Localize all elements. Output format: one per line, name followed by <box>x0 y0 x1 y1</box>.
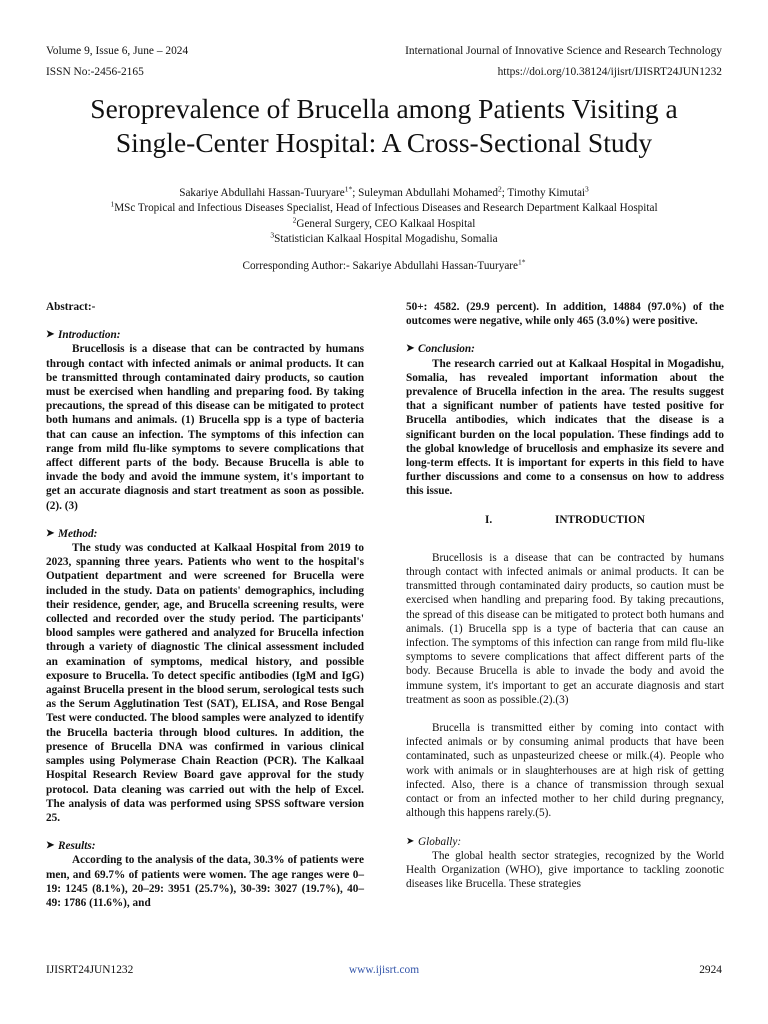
footer-website-link[interactable]: www.ijisrt.com <box>348 964 420 976</box>
author-3-sup: 3 <box>585 184 589 194</box>
abstract-results-continued: 50+: 4582. (29.9 percent). In addition, 14884 (97.0%) of the outcomes were negative, while only 465 (3.0%) were positive. <box>406 301 724 328</box>
abstract-results-heading: ➤ Results: <box>46 840 96 853</box>
author-3: ; Timothy Kimutai <box>501 187 586 199</box>
abstract-results-text: According to the analysis of the data, 30.3% of patients were men, and 69.7% of patients were women. The age ranges were 0–19: 1245 (8.1%), 20–29: 3951 (25.7%), 30-39: 3027 (19.7%), 40–49: 1786 (11.6%), and <box>46 854 364 909</box>
title-line-1: Seroprevalence of Brucella among Patients Visiting a <box>90 93 678 124</box>
corresponding-author: Corresponding Author:- Sakariye Abdullahi Hassan-Tuuryare$^{1*}$ <box>242 257 526 272</box>
issn: ISSN No:-2456-2165 <box>46 66 144 78</box>
arrow-bullet-icon: ➤ <box>46 329 55 341</box>
author-1: Sakariye Abdullahi Hassan-Tuuryare <box>179 187 345 199</box>
abstract-method-text: The study was conducted at Kalkaal Hospital from 2019 to 2023, spanning three years. Patients who went to the hospital's Outpatient department and were screened for Brucella were included in the study. Data on patients' demographics, including their residence, gender, age, and Brucella screening results, were collected and recorded over the study period. The participants' blood samples were gathered and analyzed for Brucella infection through a variety of diagnostic The clinical assessment included an examination of symptoms, medical history, and possible exposure to Brucella. To detect specific antibodies (IgM and IgG) against Brucella present in the blood serum, serological tests such as the Serum Agglutination Test (SAT), ELISA, and Rose Bengal Test were conducted. The blood samples were analyzed to identify the Brucella bacteria through blood cultures. In addition, the presence of Brucella DNA was confirmed in various clinical samples using Polymerase Chain Reaction (PCR). The Kalkaal Hospital Research Review Board gave approval for the study protocol. Data cleaning was carried out with the help of Excel. The analysis of data was performed using SPSS software version 25. <box>46 542 364 824</box>
volume-info: Volume 9, Issue 6, June – 2024 <box>46 45 189 57</box>
arrow-bullet-icon: ➤ <box>46 527 55 539</box>
author-1-sup: 1* <box>344 184 353 194</box>
arrow-bullet-icon: ➤ <box>46 840 55 852</box>
journal-name: International Journal of Innovative Science and Research Technology <box>405 45 722 57</box>
paper-title <box>30 92 738 160</box>
arrow-bullet-icon: ➤ <box>406 835 415 847</box>
abstract-conclusion-heading: ➤ Conclusion: <box>406 343 475 356</box>
footer-page-number: 2924 <box>699 964 722 976</box>
arrow-bullet-icon: ➤ <box>406 343 415 355</box>
abstract-conclusion-text: The research carried out at Kalkaal Hospital in Mogadishu, Somalia, has revealed important information about the prevalence of Brucella infection in the area. The results suggest that a significant number of patients have tested positive for Brucella antibodies, which indicates that the disease is a significant burden on the local population. These findings add to the global knowledge of brucellosis and emphasize its severe and long-term effects. It is important for experts in this field to have further discussions and come to a consensus on how to address this issue. <box>406 357 724 498</box>
doi-link[interactable]: https://doi.org/10.38124/ijisrt/IJISRT24JUN1232 <box>497 66 722 78</box>
left-column <box>46 300 364 910</box>
introduction-paragraph-1: Brucellosis is a disease that can be contracted by humans through contact with infected animals or animal products. It can be transmitted through contaminated dairy products, so caution must be exercised when handling and preparing food. By taking precautions, the spread of this disease can be mitigated to protect both humans and animals. (1) Brucella spp is a type of bacteria that can cause an infection. The symptoms of this infection can range from mild flu-like symptoms to severe complications that affect different parts of the body. Because Brucella is able to invade the body and avoid the immune system, it's important to get an accurate diagnosis and start treatment as soon as possible.(2).(3) <box>406 551 724 706</box>
section-number: I. <box>484 513 493 526</box>
abstract-introduction-heading: ➤ Introduction: <box>46 329 121 342</box>
abstract-method-heading: ➤ Method: <box>46 527 98 540</box>
footer-paper-id: IJISRT24JUN1232 <box>46 964 134 976</box>
author-2-sup: 2 <box>497 184 502 194</box>
affiliation-2: $^2$General Surgery, CEO Kalkaal Hospital <box>292 215 476 230</box>
author-2: ; Suleyman Abdullahi Mohamed <box>352 187 498 199</box>
globally-heading: ➤ Globally: <box>406 835 462 848</box>
globally-text: The global health sector strategies, recognized by the World Health Organization (WHO), give importance to tackling zoonotic diseases like Brucella. These strategies <box>406 849 724 891</box>
abstract-heading: Abstract:- <box>46 301 96 313</box>
title-line-2: Single-Center Hospital: A Cross-Sectional Study <box>115 127 653 158</box>
introduction-paragraph-2: Brucella is transmitted either by coming into contact with infected animals or by consuming animal products that have been contaminated, such as unpasteurized cheese or milk.(4). People who work with animals or in slaughterhouses are at high risk of getting infected. Also, there is a chance of transmission through sexual contact or from an infected mother to her child during pregnancy, although this happens rarely.(5). <box>406 722 724 820</box>
right-column <box>406 300 724 891</box>
abstract-introduction-text: Brucellosis is a disease that can be contracted by humans through contact with infected animals or animal products. It can be transmitted through contaminated dairy products, so caution must be exercised when handling and preparing food. By taking precautions, the spread of this disease can be mitigated to protect both humans and animals. (1) Brucella spp is a type of bacteria that can cause an infection. The symptoms of this infection can range from mild flu-like symptoms to severe complications that affect different parts of the body. Because Brucella is able to invade the body and avoid the immune system, it's important to get an accurate diagnosis and start treatment as soon as possible. (2). (3) <box>46 343 364 512</box>
affiliation-3: $^3$Statistician Kalkaal Hospital Mogadishu, Somalia <box>270 230 498 246</box>
author-block <box>30 186 738 248</box>
affiliation-1: $^1$MSc Tropical and Infectious Diseases Specialist, Head of Infectious Diseases and Research Department Kalkaal Hospital <box>110 199 658 215</box>
author-list <box>30 186 738 201</box>
introduction-heading: I. INTRODUCTION <box>484 513 645 526</box>
